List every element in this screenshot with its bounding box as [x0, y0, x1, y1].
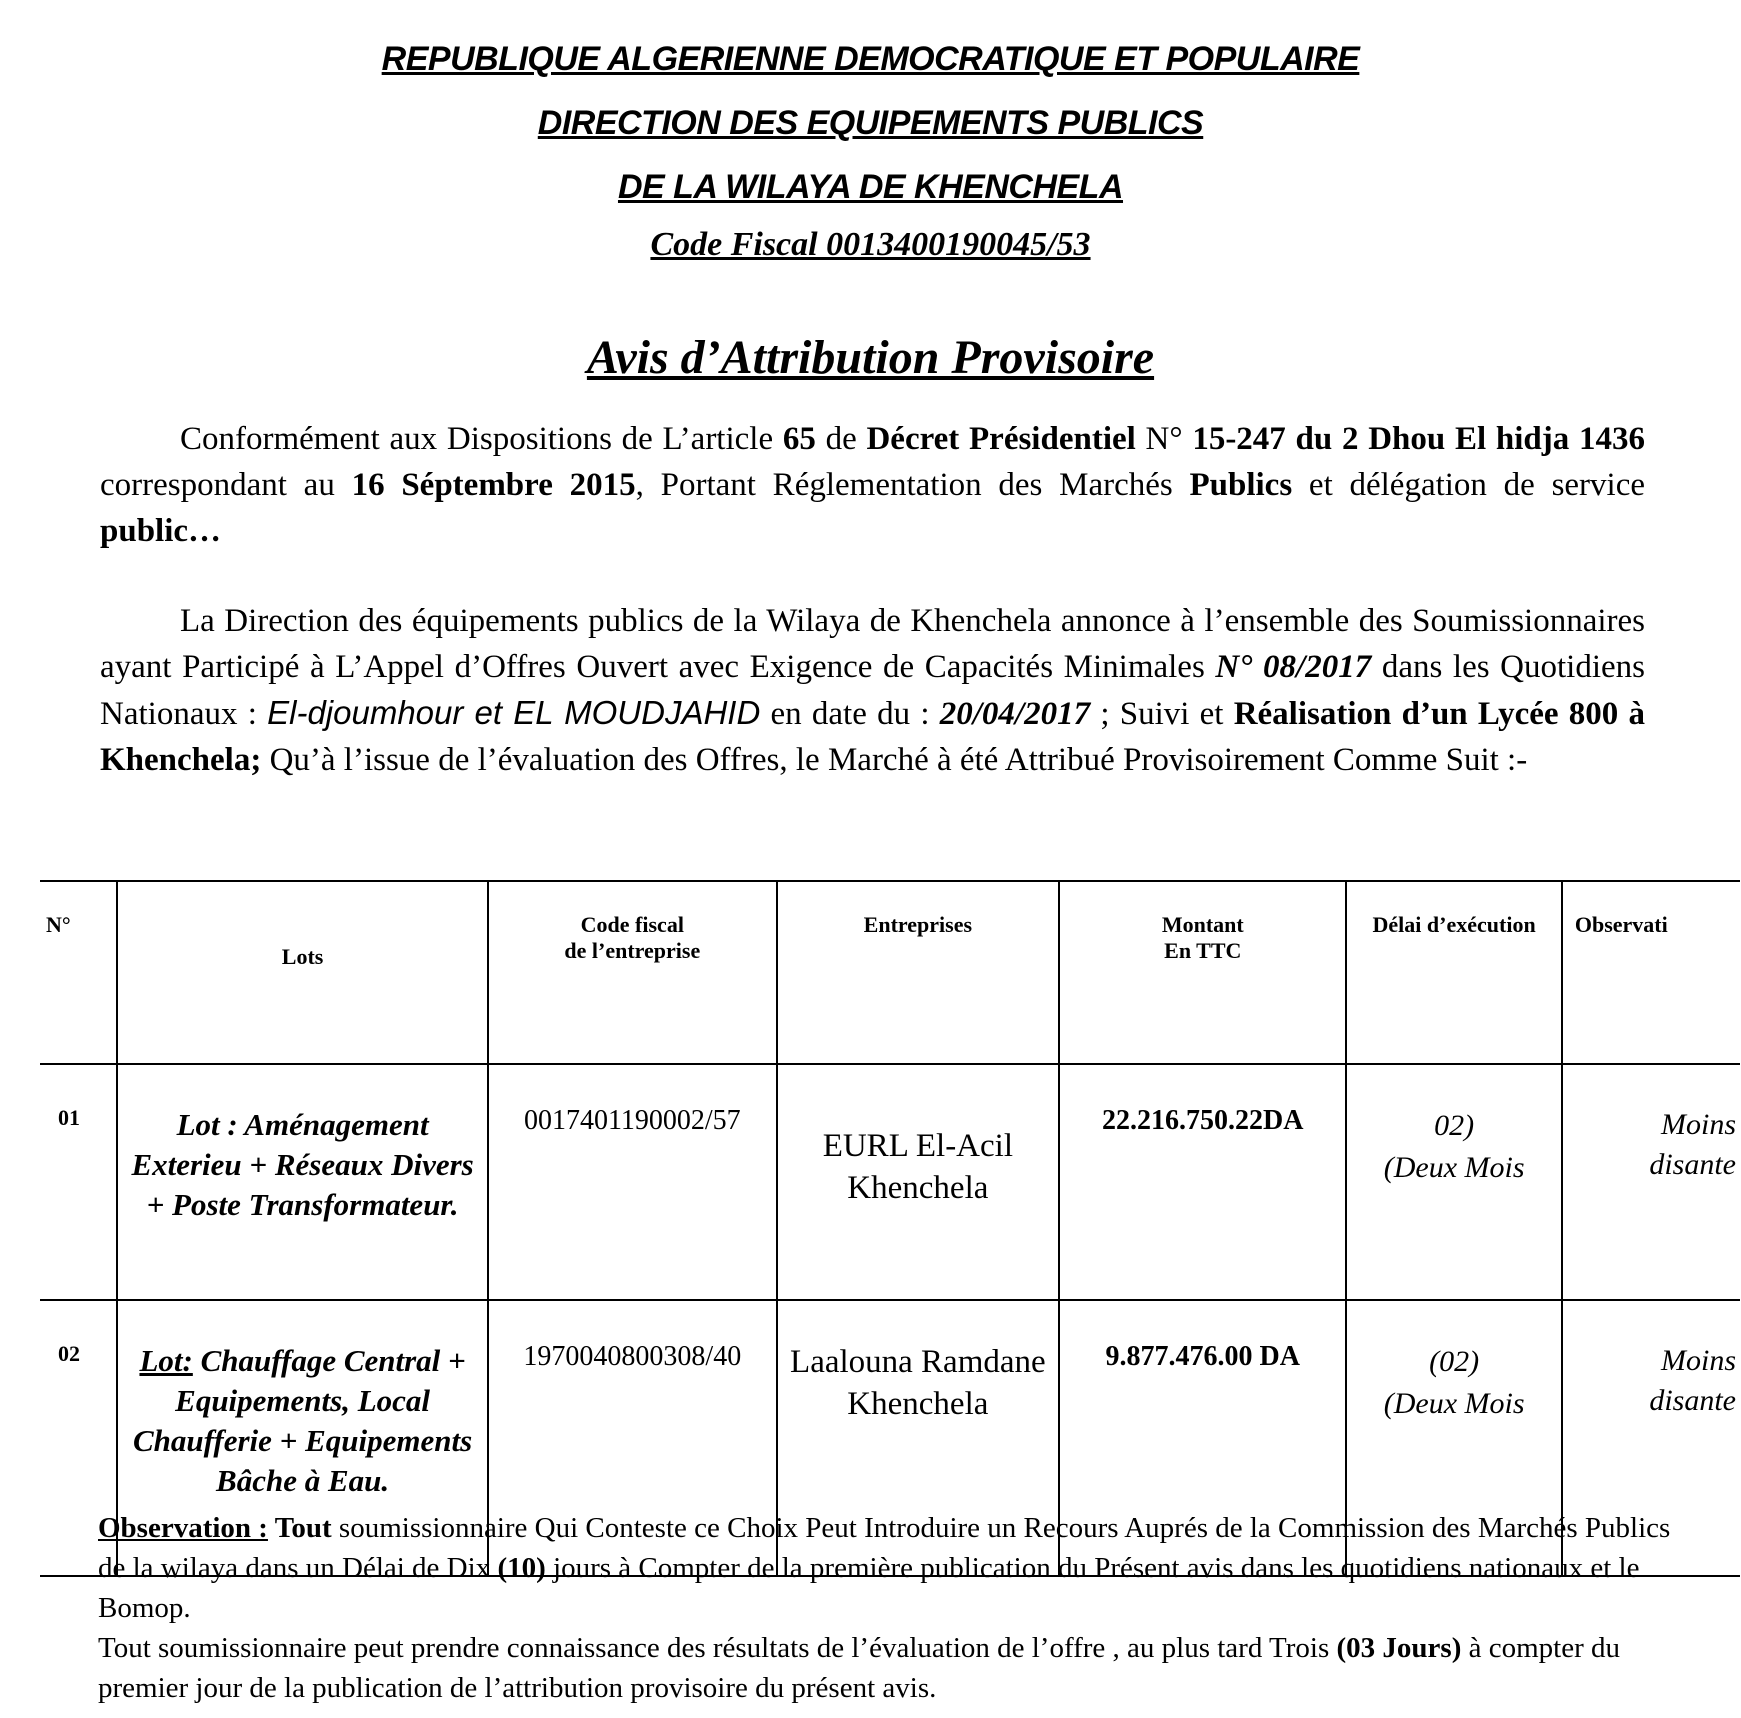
- amount: 22.216.750.22DA: [1059, 1064, 1346, 1300]
- row-number: 01: [40, 1064, 117, 1300]
- observation-label: Observation :: [98, 1512, 268, 1544]
- header-republic: REPUBLIQUE ALGERIENNE DEMOCRATIQUE ET POPULAIRE: [381, 40, 1360, 78]
- observation-line1: Moins: [1661, 1108, 1736, 1141]
- observation-note: [98, 1508, 1698, 1708]
- col-fiscal-code: [488, 881, 776, 1064]
- col-delay: Délai d’exécution: [1346, 881, 1561, 1064]
- tender-number: N° 08/2017: [1215, 649, 1372, 685]
- decree-label: Décret Présidentiel: [866, 421, 1136, 457]
- intro-bold-public: public…: [100, 513, 222, 549]
- amount: 9.877.476.00 DA: [1059, 1300, 1346, 1576]
- table-header-row: [40, 881, 1740, 1064]
- announce-text-3: en date du :: [760, 696, 940, 732]
- attribution-table: [40, 880, 1740, 1577]
- col-amount-line1: Montant: [1161, 912, 1244, 937]
- lot-description: [117, 1064, 488, 1300]
- lot-text: Chauffage Central + Equipements, Local Chaufferie + Equipements Bâche à Eau.: [132, 1343, 473, 1498]
- lot-text: Aménagement Exterieu + Réseaux Divers + Poste Transformateur.: [131, 1107, 474, 1222]
- intro-text-3: N°: [1135, 421, 1193, 457]
- col-fiscal-code-line2: de l’entreprise: [564, 938, 701, 963]
- announce-text-2: dans les Quotidiens Nationaux :: [100, 649, 1646, 732]
- col-entreprises: Entreprises: [777, 881, 1060, 1064]
- fiscal-code: 1970040800308/40: [488, 1300, 776, 1576]
- newspapers: El-djoumhour et EL MOUDJAHID: [267, 694, 761, 731]
- row-number: 02: [40, 1300, 117, 1576]
- intro-bold-publics: Publics: [1189, 467, 1293, 503]
- decree-number: 15-247 du 2 Dhou El hidja 1436: [1192, 421, 1645, 457]
- lot-prefix: Lot:: [139, 1343, 193, 1378]
- intro-paragraph: [100, 416, 1645, 554]
- delay: [1346, 1064, 1561, 1300]
- observation-bold-3: (03 Jours): [1336, 1632, 1462, 1664]
- company-name: EURL El-Acil Khenchela: [777, 1064, 1060, 1300]
- observation-bold-2: (10): [497, 1552, 546, 1584]
- intro-text-1: Conformément aux Dispositions de L’article: [180, 421, 783, 457]
- header-direction: DIRECTION DES EQUIPEMENTS PUBLICS: [537, 104, 1204, 142]
- delay-line1: (02): [1429, 1345, 1480, 1378]
- delay-line1: 02): [1434, 1109, 1475, 1142]
- announce-text-4: ; Suivi et: [1090, 696, 1234, 732]
- company-name: Laalouna Ramdane Khenchela: [777, 1300, 1060, 1576]
- col-fiscal-code-line1: Code fiscal: [580, 912, 684, 937]
- col-lots: Lots: [117, 881, 488, 1064]
- observation-paragraph-2: [98, 1628, 1698, 1708]
- observation-text-2: jours à Compter de la première publication du Présent avis dans les quotidiens nationaux et le Bomop.: [98, 1552, 1640, 1624]
- observation-line2: disante: [1649, 1148, 1736, 1181]
- observation-bold-1: Tout: [267, 1512, 332, 1544]
- announce-text-5: Qu’à l’issue de l’évaluation des Offres, le Marché à été Attribué Provisoirement Comme Suit :-: [261, 742, 1528, 778]
- header-wilaya: DE LA WILAYA DE KHENCHELA: [617, 168, 1124, 206]
- publication-date: 20/04/2017: [939, 696, 1091, 732]
- observation-text-3: Tout soumissionnaire peut prendre connaissance des résultats de l’évaluation de l’offre , au plus tard Trois: [98, 1632, 1337, 1664]
- delay-line2: (Deux Mois: [1383, 1387, 1525, 1420]
- col-number: N°: [40, 881, 117, 1064]
- announcement-paragraph: [100, 598, 1645, 783]
- observation-line2: disante: [1649, 1384, 1736, 1417]
- project-name: Réalisation d’un Lycée 800 à Khenchela;: [100, 696, 1645, 778]
- col-amount-line2: En TTC: [1164, 938, 1242, 963]
- delay-line2: (Deux Mois: [1383, 1151, 1525, 1184]
- announce-text-1: La Direction des équipements publics de la Wilaya de Khenchela annonce à l’ensemble des Soumissionnaires ayant Participé à L’Appel d’Offres Ouvert avec Exigence de Capacités Minimales: [100, 603, 1645, 685]
- observation-paragraph-1: [98, 1508, 1698, 1628]
- intro-text-2: de: [815, 421, 867, 457]
- intro-text-5: , Portant Réglementation des Marchés: [635, 467, 1190, 503]
- table-row: [40, 1064, 1740, 1300]
- col-observation: Observati: [1562, 881, 1740, 1064]
- observation: [1562, 1064, 1740, 1300]
- lot-prefix: Lot :: [176, 1107, 238, 1142]
- col-amount: [1059, 881, 1346, 1064]
- observation-text-4: à compter du premier jour de la publication de l’attribution provisoire du présent avis.: [98, 1632, 1621, 1704]
- intro-text-4: correspondant au: [100, 467, 352, 503]
- observation-line1: Moins: [1661, 1344, 1736, 1377]
- intro-text-6: et délégation de service: [1292, 467, 1646, 503]
- observation-text-1: soumissionnaire Qui Conteste ce Choix Peut Introduire un Recours Auprés de la Commission des Marchés Publics de la wilaya dans un Délai de Dix: [98, 1512, 1671, 1584]
- fiscal-code: 0017401190002/57: [488, 1064, 776, 1300]
- document-title: Avis d’Attribution Provisoire: [586, 331, 1155, 384]
- article-number: 65: [782, 421, 816, 457]
- header-fiscal-code: Code Fiscal 0013400190045/53: [650, 226, 1091, 263]
- decree-date: 16 Séptembre 2015: [351, 467, 636, 503]
